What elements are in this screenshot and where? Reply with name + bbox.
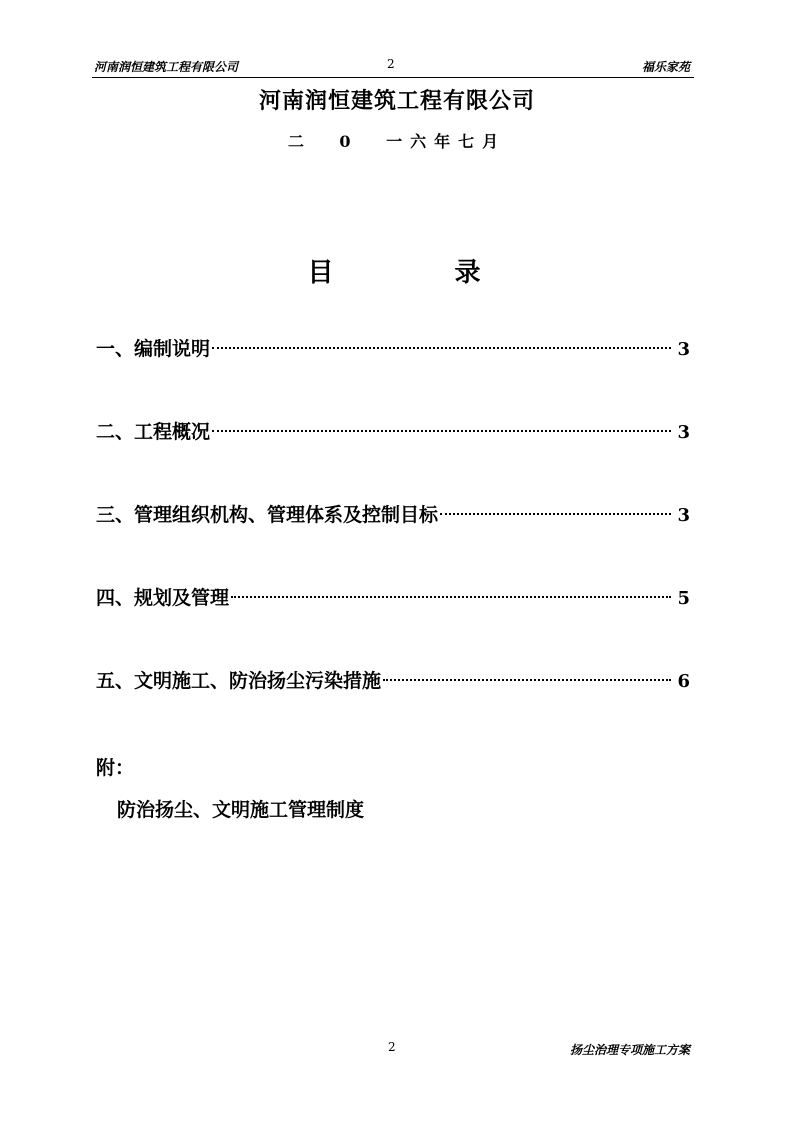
toc-dot-leader [231,596,671,598]
toc-entry-label: 一、编制说明 [96,338,211,360]
toc-entry-label: 四、规划及管理 [96,587,230,609]
toc-dot-leader [212,430,671,432]
toc-entry-page: 5 [677,588,690,609]
page-footer [92,1040,694,1060]
appendix-item: 防治扬尘、文明施工管理制度 [117,799,365,821]
toc-entry-label: 三、管理组织机构、管理体系及控制目标 [96,504,439,526]
toc-dot-leader [212,347,671,349]
toc-entry[interactable] [96,583,690,666]
document-date: 二 0 一六年七月 [287,132,507,151]
page-header [92,55,694,78]
footer-page-number: 2 [388,1040,396,1054]
footer-document-name: 扬尘治理专项施工方案 [569,1043,690,1057]
header-company-name: 河南润恒建筑工程有限公司 [94,60,239,74]
toc-entry-page: 3 [677,422,690,443]
toc-dot-leader [440,513,671,515]
table-of-contents [96,334,690,749]
toc-entry-label: 五、文明施工、防治扬尘污染措施 [96,670,382,692]
toc-entry-page: 6 [677,671,690,692]
toc-entry-page: 3 [677,339,690,360]
header-project-name: 福乐家苑 [641,60,690,74]
toc-entry-label: 二、工程概况 [96,421,211,443]
toc-entry[interactable] [96,500,690,583]
toc-entry[interactable] [96,334,690,417]
appendix-label: 附： [96,757,135,779]
toc-entry[interactable] [96,417,690,500]
toc-title: 目 录 [307,258,537,288]
header-page-number: 2 [387,57,395,71]
company-title: 河南润恒建筑工程有限公司 [258,89,535,114]
toc-dot-leader [383,679,671,681]
toc-entry-page: 3 [677,505,690,526]
toc-entry[interactable] [96,666,690,749]
